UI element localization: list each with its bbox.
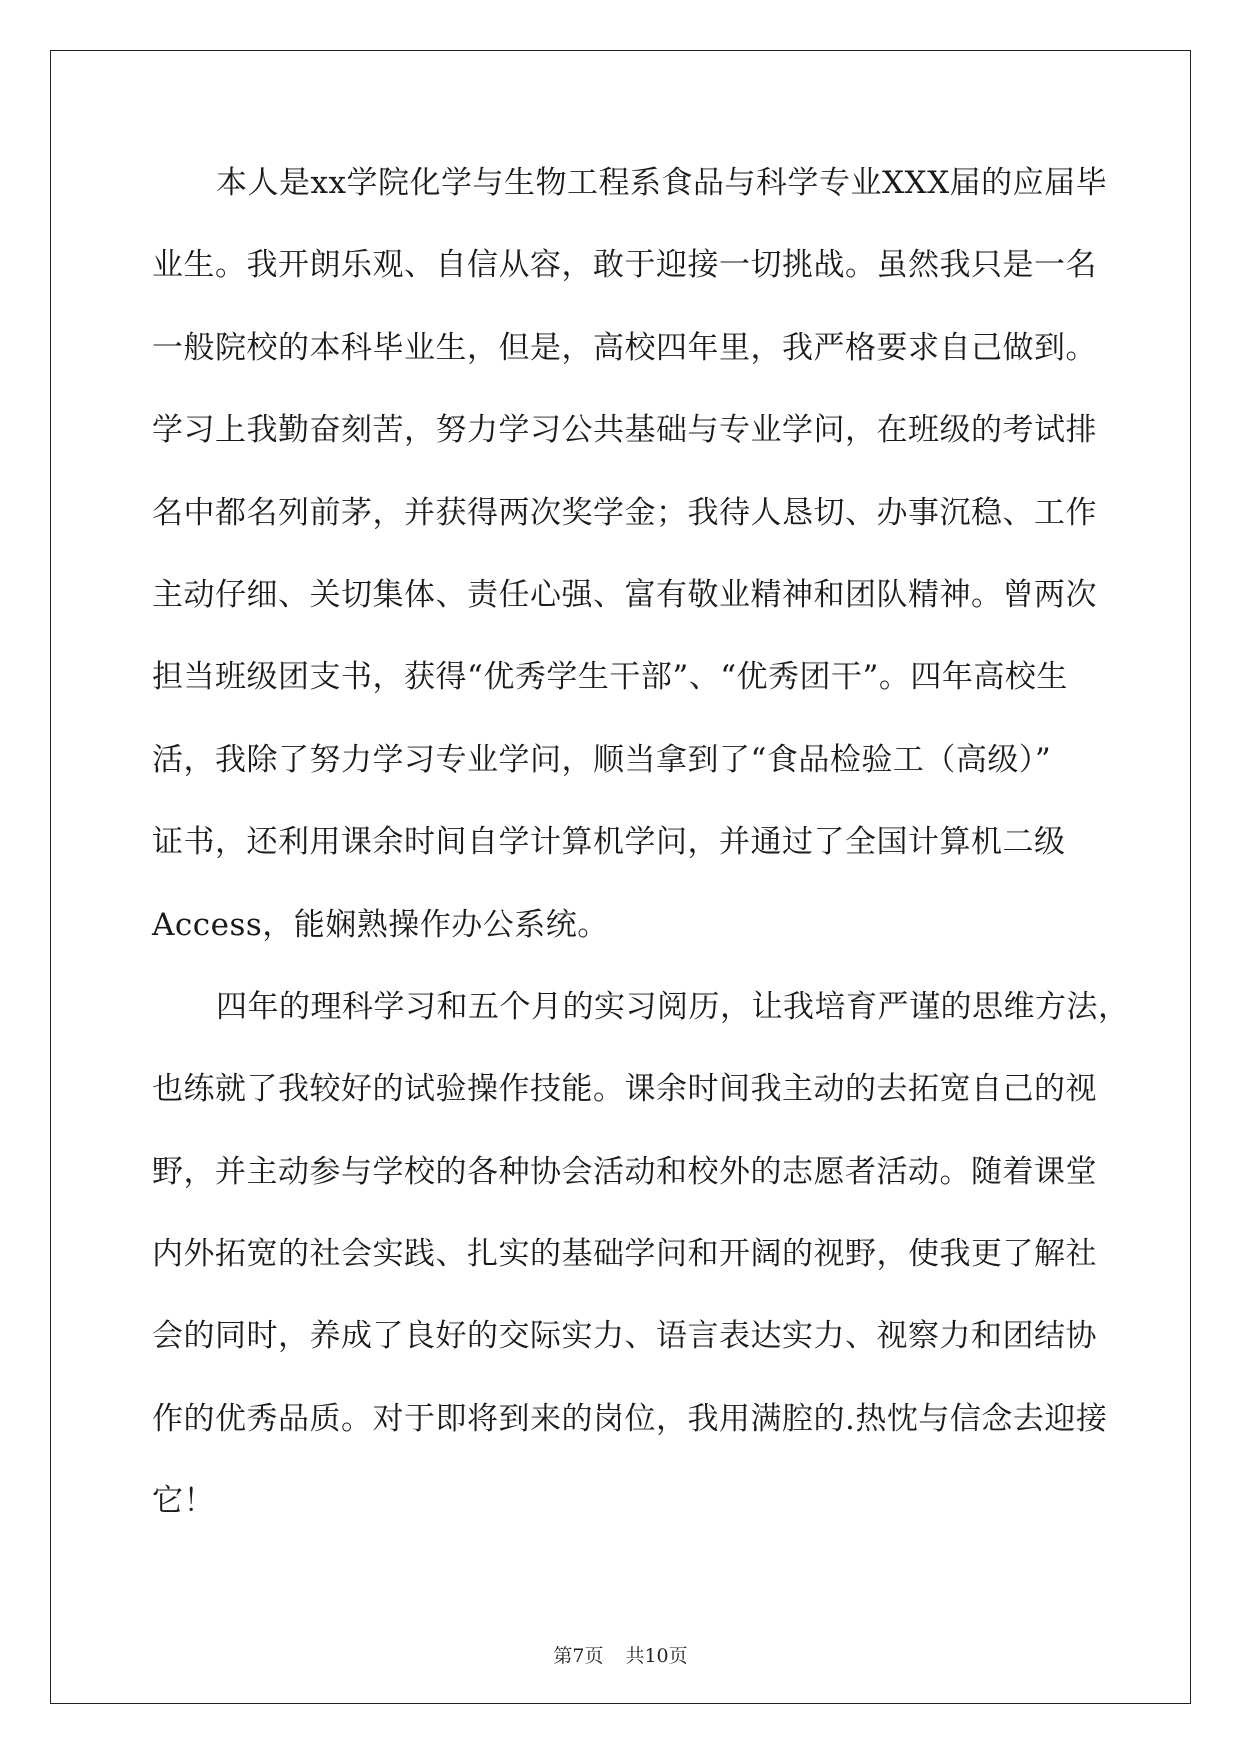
paragraph-2-line-2: 也练就了我较好的试验操作技能。课余时间我主动的去拓宽自己的视 [152, 1071, 1097, 1108]
paragraph-1-line-4: 学习上我勤奋刻苦，努力学习公共基础与专业学问，在班级的考试排 [152, 412, 1097, 449]
paragraph-2-line-4: 内外拓宽的社会实践、扎实的基础学问和开阔的视野，使我更了解社 [152, 1236, 1097, 1273]
paragraph-2-line-1: 四年的理科学习和五个月的实习阅历，让我培育严谨的思维方法， [216, 988, 1130, 1025]
page-total: 共10页 [625, 1645, 688, 1667]
page-footer [0, 1644, 1241, 1668]
paragraph-1-line-9: 证书，还利用课余时间自学计算机学问，并通过了全国计算机二级 [152, 824, 1066, 861]
paragraph-1-line-10: Access，能娴熟操作办公系统。 [152, 906, 609, 943]
document-body [152, 163, 1130, 1564]
paragraph-1-line-1: 本人是xx学院化学与生物工程系食品与科学专业XXX届的应届毕 [216, 165, 1108, 201]
paragraph-1-line-3: 一般院校的本科毕业生，但是，高校四年里，我严格要求自己做到。 [152, 329, 1097, 366]
paragraph-2-line-3: 野，并主动参与学校的各种协会活动和校外的志愿者活动。随着课堂 [152, 1153, 1097, 1190]
paragraph-1-line-5: 名中都名列前茅，并获得两次奖学金；我待人恳切、办事沉稳、工作 [152, 494, 1097, 531]
paragraph-1-line-7: 担当班级团支书，获得“优秀学生干部”、“优秀团干”。四年高校生 [152, 659, 1068, 696]
page-number: 第7页 [553, 1645, 604, 1667]
paragraph-1-line-8: 活，我除了努力学习专业学问，顺当拿到了“食品检验工（高级）” [152, 741, 1052, 778]
paragraph-1-line-6: 主动仔细、关切集体、责任心强、富有敬业精神和团队精神。曾两次 [152, 576, 1097, 613]
paragraph-2-line-6: 作的优秀品质。对于即将到来的岗位，我用满腔的.热忱与信念去迎接 [152, 1400, 1108, 1437]
paragraph-2-line-7: 它！ [152, 1483, 215, 1520]
paragraph-1-line-2: 业生。我开朗乐观、自信从容，敢于迎接一切挑战。虽然我只是一名 [152, 247, 1097, 284]
paragraph-2-line-5: 会的同时，养成了良好的交际实力、语言表达实力、视察力和团结协 [152, 1318, 1097, 1355]
